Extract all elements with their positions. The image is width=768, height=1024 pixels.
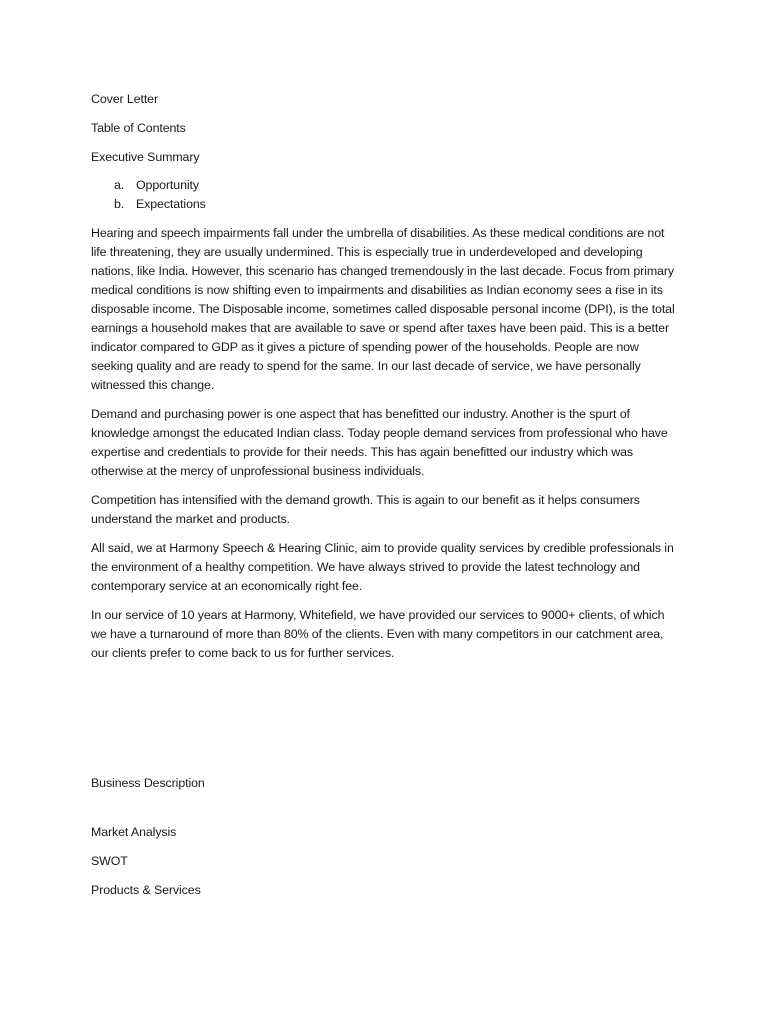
blank-space: [91, 803, 681, 823]
heading-market-analysis: Market Analysis: [91, 825, 177, 839]
paragraph-disposable-income: Hearing and speech impairments fall under the umbrella of disabilities. As these medical conditions are not life threatening, they are usually undermined. This is especially true in underdeveloped and developing nations, like India. However, this scenario has changed tremendously in the last decade. Focus from primary medical conditions is now shifting even to impairments and disabilities as Indian economy sees a rise in its disposable income. The Disposable income, sometimes called disposable personal income (DPI), is the total earnings a household makes that are available to save or spend after taxes have been paid. This is a better indicator compared to GDP as it gives a picture of spending power of the households. People are now seeking quality and are ready to spend for the same. In our last decade of service, we have personally witnessed this change.: [91, 226, 675, 392]
list-item-expectations: [91, 195, 681, 214]
paragraph-purchasing-power: Demand and purchasing power is one aspect that has benefitted our industry. Another is the spurt of knowledge amongst the educated Indian class. Today people demand services from professional who have expertise and credentials to provide for their needs. This has again benefitted our industry which was otherwise at the mercy of unprofessional business individuals.: [91, 407, 668, 478]
paragraph-competition: Competition has intensified with the demand growth. This is again to our benefit as it helps consumers understand the market and products.: [91, 493, 640, 526]
heading-cover-letter: Cover Letter: [91, 92, 158, 106]
heading-business-description: Business Description: [91, 776, 205, 790]
heading-table-of-contents: Table of Contents: [91, 121, 186, 135]
heading-products-services: Products & Services: [91, 883, 201, 897]
heading-executive-summary: Executive Summary: [91, 150, 200, 164]
list-item-label: Opportunity: [136, 178, 199, 192]
blank-space: [91, 673, 681, 774]
document-body: [91, 90, 681, 910]
list-marker: b.: [114, 197, 125, 211]
list-marker: a.: [114, 178, 125, 192]
heading-swot: SWOT: [91, 854, 128, 868]
list-item-label: Expectations: [136, 197, 206, 211]
list-item-opportunity: [91, 176, 681, 195]
paragraph-service-record: In our service of 10 years at Harmony, Whitefield, we have provided our services to 9000+ clients, of which we have a turnaround of more than 80% of the clients. Even with many competitors in our catchment area, our clients prefer to come back to us for further services.: [91, 608, 665, 660]
paragraph-harmony-clinic: All said, we at Harmony Speech & Hearing Clinic, aim to provide quality services by credible professionals in the environment of a healthy competition. We have always strived to provide the latest technology and contemporary service at an economically right fee.: [91, 541, 674, 593]
executive-summary-list: [91, 176, 681, 214]
